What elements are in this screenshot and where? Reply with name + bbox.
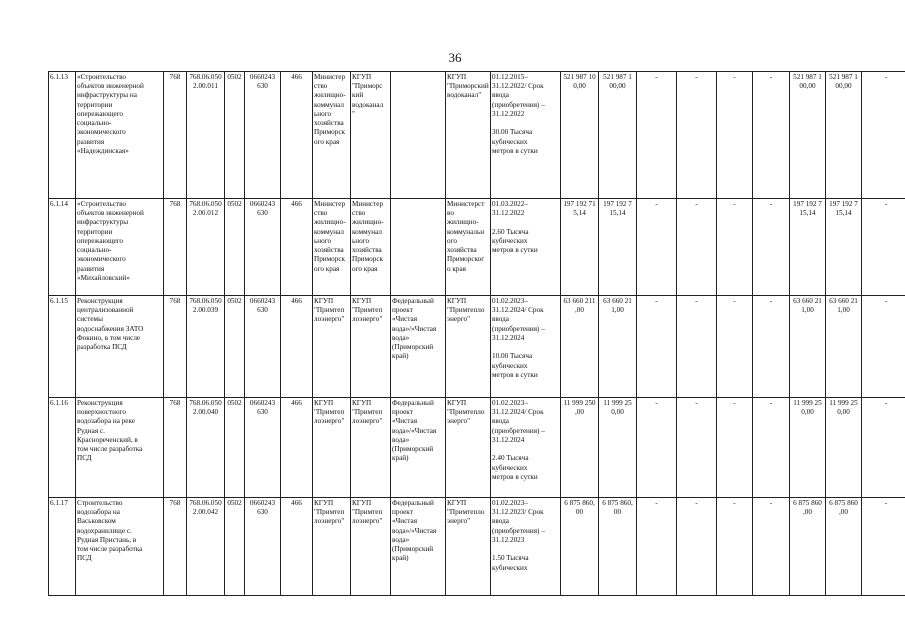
empty-dash-cell: - [862, 72, 905, 199]
page-number: 36 [448, 50, 462, 65]
funding-amount-cell: 197 192 7 15,14 [826, 199, 862, 296]
section-code-cell: 0502 [225, 199, 245, 296]
empty-dash-cell: - [677, 398, 717, 498]
kbk-code-cell: 768.06.050 2.00.011 [187, 72, 225, 199]
grbs-code-cell: 768 [164, 498, 187, 596]
federal-project-cell [391, 72, 446, 199]
executor-cell: КГУП "Приморс кий водоканал " [351, 72, 391, 199]
empty-dash-cell: - [637, 296, 677, 398]
empty-dash-cell: - [753, 72, 790, 199]
funding-amount-cell: 63 660 21 1,00 [826, 296, 862, 398]
funding-amount-cell: 6 875 860, 00 [599, 498, 637, 596]
event-name-cell: Строительство водозабора на Васьковском водохранилище с. Рудная Пристань, в том числе разработка ПСД [76, 498, 164, 596]
customer-cell: КГУП "Приморский водоканал" [446, 72, 491, 199]
row-number-cell: 6.1.15 [49, 296, 76, 398]
total-amount-cell: 197 192 71 5,14 [561, 199, 599, 296]
table-row [49, 498, 905, 596]
event-name-cell: «Строительство объектов инженерной инфраструктуры на территории опережающего социально- экономического развития «Надеждинская» [76, 72, 164, 199]
empty-dash-cell: - [753, 199, 790, 296]
event-name-cell: Реконструкция поверхностного водозабора на реке Рудная с. Краснореченский, в том числе разработка ПСД [76, 398, 164, 498]
expense-type-cell: 466 [281, 398, 313, 498]
funding-amount-cell: 6 875 860 ,00 [826, 498, 862, 596]
target-article-cell: 0660243 630 [245, 296, 281, 398]
kbk-code-cell: 768.06.050 2.00.040 [187, 398, 225, 498]
grbs-code-cell: 768 [164, 398, 187, 498]
empty-dash-cell: - [862, 498, 905, 596]
row-number-cell: 6.1.17 [49, 498, 76, 596]
kbk-code-cell: 768.06.050 2.00.012 [187, 199, 225, 296]
target-article-cell: 0660243 630 [245, 498, 281, 596]
term-and-capacity-cell: 01.02.2023– 31.12.2024/ Срок ввода (приобретения) – 31.12.2024 10.00 Тысяча кубических метров в сутки [491, 296, 561, 398]
empty-dash-cell: - [717, 398, 753, 498]
responsible-executor-cell: Министер ство жилищно- коммунал ьного хозяйства Приморск ого края [313, 72, 351, 199]
federal-project-cell [391, 199, 446, 296]
grbs-code-cell: 768 [164, 199, 187, 296]
empty-dash-cell: - [753, 398, 790, 498]
funding-amount-cell: 521 987 1 00,00 [790, 72, 826, 199]
expense-type-cell: 466 [281, 199, 313, 296]
empty-dash-cell: - [717, 199, 753, 296]
total-amount-cell: 6 875 860, 00 [561, 498, 599, 596]
funding-amount-cell: 63 660 21 1,00 [599, 296, 637, 398]
total-amount-cell: 11 999 250 ,00 [561, 398, 599, 498]
empty-dash-cell: - [637, 72, 677, 199]
empty-dash-cell: - [753, 498, 790, 596]
expense-type-cell: 466 [281, 498, 313, 596]
executor-cell: КГУП "Примтеп лоэнерго" [351, 296, 391, 398]
funding-amount-cell: 11 999 25 0,00 [599, 398, 637, 498]
customer-cell: Министерст во жилищно- коммунальн ого хозяйства Приморског о края [446, 199, 491, 296]
empty-dash-cell: - [637, 498, 677, 596]
expense-type-cell: 466 [281, 296, 313, 398]
term-and-capacity-cell: 01.12.2015– 31.12.2022/ Срок ввода (приобретения) – 31.12.2022 30.00 Тысяча кубических метров в сутки [491, 72, 561, 199]
section-code-cell: 0502 [225, 398, 245, 498]
target-article-cell: 0660243 630 [245, 398, 281, 498]
customer-cell: КГУП "Примтепло энерго" [446, 398, 491, 498]
empty-dash-cell: - [637, 199, 677, 296]
row-number-cell: 6.1.16 [49, 398, 76, 498]
grbs-code-cell: 768 [164, 296, 187, 398]
empty-dash-cell: - [637, 398, 677, 498]
grbs-code-cell: 768 [164, 72, 187, 199]
funding-amount-cell: 63 660 21 1,00 [790, 296, 826, 398]
responsible-executor-cell: Министер ство жилищно- коммунал ьного хозяйства Приморск ого края [313, 199, 351, 296]
executor-cell: Министер ство жилищно- коммунал ьного хозяйства Приморск ого края [351, 199, 391, 296]
empty-dash-cell: - [677, 199, 717, 296]
funding-amount-cell: 11 999 25 0,00 [790, 398, 826, 498]
federal-project-cell: Федеральный проект «Чистая вода»/«Чистая вода» (Приморский край) [391, 398, 446, 498]
section-code-cell: 0502 [225, 72, 245, 199]
empty-dash-cell: - [862, 296, 905, 398]
term-and-capacity-cell: 01.02.2023– 31.12.2023/ Срок ввода (приобретения) – 31.12.2023 1.50 Тысяча кубических [491, 498, 561, 596]
target-article-cell: 0660243 630 [245, 199, 281, 296]
empty-dash-cell: - [862, 199, 905, 296]
target-article-cell: 0660243 630 [245, 72, 281, 199]
funding-amount-cell: 521 987 1 00,00 [599, 72, 637, 199]
event-name-cell: Реконструкция централизованной системы водоснабжения ЗАТО Фокино, в том числе разработка ПСД [76, 296, 164, 398]
section-code-cell: 0502 [225, 498, 245, 596]
federal-project-cell: Федеральный проект «Чистая вода»/«Чистая вода» (Приморский край) [391, 296, 446, 398]
empty-dash-cell: - [717, 498, 753, 596]
total-amount-cell: 521 987 10 0,00 [561, 72, 599, 199]
responsible-executor-cell: КГУП "Примтеп лоэнерго" [313, 398, 351, 498]
empty-dash-cell: - [677, 498, 717, 596]
funding-amount-cell: 11 999 25 0,00 [826, 398, 862, 498]
empty-dash-cell: - [717, 296, 753, 398]
empty-dash-cell: - [677, 72, 717, 199]
executor-cell: КГУП "Примтеп лоэнерго" [351, 498, 391, 596]
table-row [49, 199, 905, 296]
federal-project-cell: Федеральный проект «Чистая вода»/«Чистая вода» (Приморский край) [391, 498, 446, 596]
customer-cell: КГУП "Примтепло энерго" [446, 296, 491, 398]
table-row [49, 72, 905, 199]
funding-amount-cell: 197 192 7 15,14 [790, 199, 826, 296]
empty-dash-cell: - [862, 398, 905, 498]
funding-amount-cell: 521 987 1 00,00 [826, 72, 862, 199]
term-and-capacity-cell: 01.02.2023– 31.12.2024/ Срок ввода (приобретения) – 31.12.2024 2.40 Тысяча кубических метров в сутки [491, 398, 561, 498]
empty-dash-cell: - [677, 296, 717, 398]
expense-type-cell: 466 [281, 72, 313, 199]
funding-amount-cell: 6 875 860 ,00 [790, 498, 826, 596]
table-row [49, 398, 905, 498]
term-and-capacity-cell: 01.03.2022– 31.12.2022 2.60 Тысяча кубических метров в сутки [491, 199, 561, 296]
row-number-cell: 6.1.13 [49, 72, 76, 199]
executor-cell: КГУП "Примтеп лоэнерго" [351, 398, 391, 498]
total-amount-cell: 63 660 211 ,00 [561, 296, 599, 398]
customer-cell: КГУП "Примтепло энерго" [446, 498, 491, 596]
empty-dash-cell: - [753, 296, 790, 398]
row-number-cell: 6.1.14 [49, 199, 76, 296]
kbk-code-cell: 768.06.050 2.00.039 [187, 296, 225, 398]
empty-dash-cell: - [717, 72, 753, 199]
kbk-code-cell: 768.06.050 2.00.042 [187, 498, 225, 596]
funding-amount-cell: 197 192 7 15,14 [599, 199, 637, 296]
table-row [49, 296, 905, 398]
section-code-cell: 0502 [225, 296, 245, 398]
event-name-cell: «Строительство объектов инженерной инфраструктуры территории опережающего социально- экономического развития «Михайловский» [76, 199, 164, 296]
responsible-executor-cell: КГУП "Примтеп лоэнерго" [313, 296, 351, 398]
program-table [48, 71, 905, 596]
responsible-executor-cell: КГУП "Примтеп лоэнерго" [313, 498, 351, 596]
